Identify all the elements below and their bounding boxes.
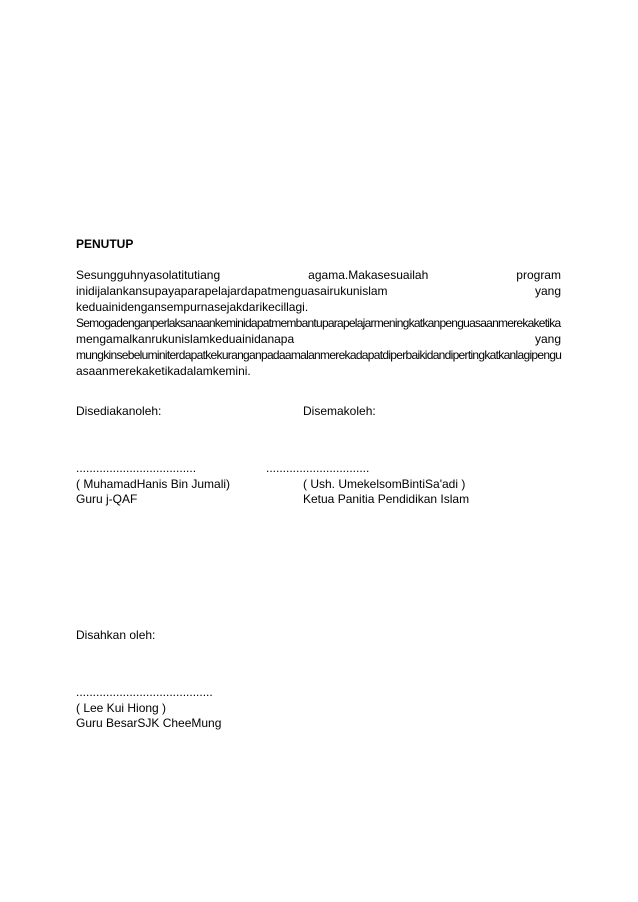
paragraph-line-1-part-3: program (516, 268, 561, 282)
paragraph-line-2 (76, 283, 561, 299)
paragraph-line-7: asaanmerekaketikadalamkemini. (76, 364, 251, 378)
paragraph-line-2-part-2: yang (534, 284, 561, 298)
paragraph-line-1-part-1: Sesungguhnyasolatitutiang (76, 268, 221, 282)
paragraph-line-1 (76, 267, 561, 283)
paragraph-line-2-part-1: inidijalankansupayaparapelajardapatmenguasairukunislam (76, 284, 388, 298)
paragraph-line-5 (76, 331, 561, 347)
paragraph-line-1-part-2: agama.Makasesuailah (308, 268, 429, 282)
prepared-by-name: ( MuhamadHanis Bin Jumali) (76, 477, 231, 491)
section-heading: PENUTUP (76, 237, 134, 251)
prepared-signature-line: .................................... (76, 461, 197, 475)
prepared-by-label: Disediakanoleh: (76, 404, 162, 418)
paragraph-line-5-part-2: yang (534, 332, 561, 346)
paragraph-line-4: Semogadenganperlaksanaankeminidapatmembantuparapelajarmeningkatkanpenguasaanmerekaketika (76, 316, 561, 330)
checked-by-role: Ketua Panitia Pendidikan Islam (303, 492, 470, 506)
paragraph-line-3: keduainidengansempurnasejakdarikecillagi. (76, 300, 309, 314)
approved-signature-line: ......................................... (76, 685, 213, 699)
checked-by-name: ( Ush. UmekelsomBintiSa'adi ) (303, 477, 466, 491)
paragraph-line-6: mungkinsebeluminiterdapatkekuranganpadaamalanmerekadapatdiperbaikidandipertingkatkanlagipengu (76, 348, 562, 362)
approved-by-name: ( Lee Kui Hiong ) (76, 701, 167, 715)
prepared-by-role: Guru j-QAF (76, 492, 138, 506)
checked-by-label: Disemakoleh: (303, 404, 376, 418)
approved-by-label: Disahkan oleh: (76, 628, 156, 642)
checked-signature-line: ............................... (266, 461, 370, 475)
paragraph-line-5-part-1: mengamalkanrukunislamkeduainidanapa (76, 332, 295, 346)
approved-by-role: Guru BesarSJK CheeMung (76, 716, 222, 730)
